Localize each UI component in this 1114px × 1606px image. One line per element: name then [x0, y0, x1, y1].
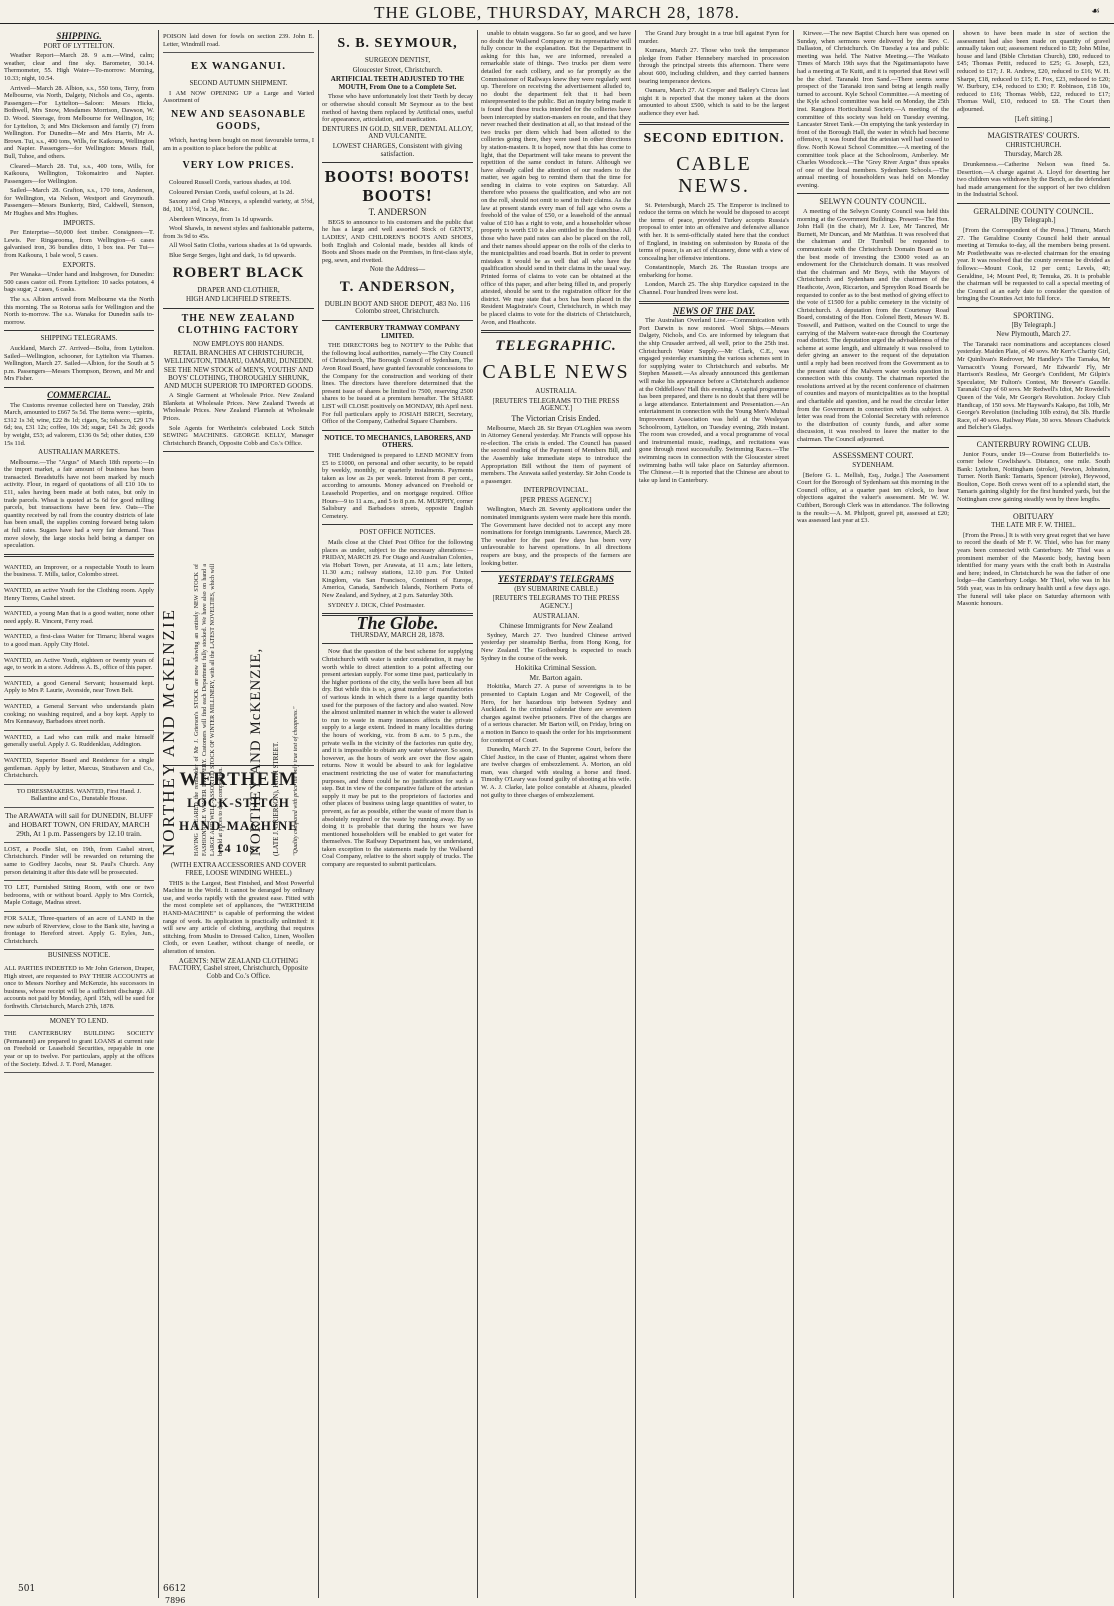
constantinople-text: Constantinople, March 26. The Russian troops are embarking for home. [639, 264, 789, 279]
northey-body: HAVING CLEARED the remainder of Mr J. Grierson's STOCK are now showing an entirely NEW STOCK of FASHIONABLE WINTER DRAPERY. Customers will find each Department fully stocked. We have also on hand a LARGE AND WELL-ASSORTED STOCK OF WINTER MILLINERY, with all the LATEST NOVELTIES, which will be sold at prices to defy competition. [194, 564, 224, 856]
sporting-heading: SPORTING. [1013, 311, 1054, 320]
leader-continued: unable to obtain waggons. So far so good, and we have no doubt the Wallsend Company or its representative will fully concur in the explanation. But the Department in asking for this has, we are informed, revealed a remarkable state of things. Two trucks per diem were detailed for each colliery, and so far promptly as the Commissioner of Railways knew they were regularly sent up. Therefore on receiving the advertisement alluded to, no doubt the department felt that it had been misrepresented to the public. But an inquiry being made it is found that these trucks intended for the collieries have been intercepted by station-masters en route, and that they never reached their destination at all, so that instead of the two trucks per diem which had been allotted to the collieries going there, they were used in other directions by station-masters. It is hoped, now that this has come to light, that the Department will take means to prevent the repetition of the same conduct in future. Although we have already called the attention of our readers to the matter, we again beg to remind them that the time for sending in claims to vote expires on Saturday. All therefore who possess the qualification, and who are not on the roll, should not omit to send in their claims. As the law at present stands every man of full age who owns a freehold of the value of £50, or a leasehold of the annual value of £10 has a right to vote, and a householder whose property is worth £10 is also entitled to the franchise. All those who have paid rates can also be placed on the roll, and their names should appear on the rolls of the clerks to the municipalities and road boards. But in order to prevent mistakes it would be as well that all who have the qualification should send in their claims in the usual way. Printed forms of claims to vote can be obtained at the office of this paper, and after being filled in, and properly attested, should be sent to the registration officer for the district. We may state that a box has been placed in the Resident Magistrate's Court, Christchurch, in which may be placed claims to vote for the districts of Christchurch, Avon, and Heathcote. [481, 30, 631, 326]
arrived-list: Arrived—March 28. Albion, s.s., 550 tons, Terry, from Melbourne, via North, Dalgety, Nichols and Co., agents. Passengers—For Lyttelton—Saloon: Messrs Hicks, Bothwell, Mrs Snow, Mesdames Morrison, Dawson, W. D. Wood. Steerage, from Melbourne for Wellington, 16; for Lyttelton, 3; and Mrs Dickenson and family (7) from Wellington. For Dunedin—Mr and Mrs Harris, Mr A. Brown. Tui, s.s., 400 tons, Wills, for Kaikoura, Wellington and Napier. Passengers—for Wellington: Messrs Hall, Bull, Tuhoe, and others. [4, 84, 154, 160]
cable-news-heading: CABLE NEWS [482, 361, 630, 384]
jury-text: The Grand Jury brought in a true bill against Fynn for murder. [639, 30, 789, 45]
machine-price: £4 10s. [217, 841, 260, 856]
column-2 [159, 30, 314, 1598]
opening-text: I AM NOW OPENING UP a Large and Varied Assortment of [163, 89, 314, 105]
draper-heading: DRAPER AND CLOTHIER, [197, 285, 280, 294]
kumara-text: Kumara, March 27. Those who took the temperance pledge from Father Hennebery marched in procession through the principal streets this afternoon. There were about 600, including children, and they carried banners bearing temperance devices. [639, 47, 789, 85]
classified-ad: WANTED, an Active Youth, eighteen or twenty years of age, to work in a store. Address A. B., office of this paper. [4, 654, 154, 677]
crisis-heading: The Victorian Crisis Ended. [511, 413, 601, 423]
mechanics-heading: NOTICE. TO MECHANICS, LABORERS, AND OTHERS. [324, 433, 471, 450]
classified-ad: WANTED, a first-class Waiter for Timaru; liberal wages to a good man. Apply City Hotel. [4, 630, 154, 653]
reuter-note: [REUTER'S TELEGRAMS TO THE PRESS AGENCY.] [492, 396, 620, 413]
yesterday-heading: YESTERDAY'S TELEGRAMS [498, 574, 614, 585]
rowing-body: Junior Fours, under 19—Course from Butterfield's to-corner below Cowlishaw's. Distance, one mile. South Bank: Lyttelton, Nottingham (stroke), Newton, Johnston, Turner. North Bank: Tamaris, Spencer (stroke), Heywood, Boulton, Cope. Both crews went off to a splendid start, the Tamaris gaining slightly for the first hundred yards, but the Nottingham crew gaining steadily won by three lengths. [957, 450, 1110, 504]
classified-ad: WANTED, a General Servant who understands plain cooking; no washing required, and a boy kept. Apply to Mrs Kennaway, Barbadoes street north. [4, 700, 154, 731]
interprovincial-heading: INTERPROVINCIAL. [523, 486, 589, 495]
sewing-agent-text: Sole Agents for Wertheim's celebrated Lock Stitch SEWING MACHINES. GEORGE KELLY, Manager Christchurch Branch, Opposite Cobb and Co.'s Office. [163, 424, 314, 447]
teeth-heading: ARTIFICIAL TEETH ADJUSTED TO THE MOUTH, From One to a Complete Set. [330, 75, 465, 91]
magistrates-body: Drunkenness.—Catherine Nelson was fined 5s. Desertion.—A charge against A. Lloyd for deserting her two children was withdrawn by the Bench, as the defendant had made arrangement for the support of her two children in the Industrial School. [957, 160, 1110, 199]
column-4 [481, 30, 631, 1598]
seasonable-heading: NEW AND SEASONABLE GOODS, [170, 108, 307, 132]
column-rule [793, 30, 794, 1598]
goods-item: Aberdeen Winceys, from 1s 1d upwards. [169, 215, 274, 223]
chinese-body: Sydney, March 27. Two hundred Chinese arrived yesterday per steamship Bertha, from Hong Kong, for New Zealand. The Gothenburg is expected to reach Sydney in the course of the week. [481, 631, 631, 662]
petersburg-text: St. Petersburgh, March 25. The Emperor is inclined to reduce the terms on which he would be disposed to accept the terms of peace, provided Turkey accepts Russia's proposal to enter into an offensive and defensive alliance with her. It is semi-officially stated here that the conduct of England, in insisting on submission by Russia of the terms of peace, is an act of chicanery, done with a view of concealing her offensive intentions. [639, 201, 789, 262]
column-3 [322, 30, 473, 1598]
geraldine-body: [From the Correspondent of the Press.] Timaru, March 27. The Geraldine County Council held their annual meeting at Temuka to-day, all the members being present. Mr Postlethwaite was re-elected chairman for the ensuing year. It was resolved that the county revenue be divided as follows:—Mount Cook, 12 per cent.; Levels, 40; Geraldine, 14; Mount Peel, 8; Temuka, 26. It is probable the chairman will be requested to call a special meeting of the Council at an early date to consider the question of bringing the Counties Act into full force. [957, 227, 1110, 303]
magistrates-heading: MAGISTRATES' COURTS. [987, 131, 1080, 141]
clothing-factory-heading: THE NEW ZEALAND CLOTHING FACTORY [177, 312, 300, 336]
classified-ad: WANTED, an active Youth for the Clothing room. Apply Henry Torres, Cashel street. [4, 584, 154, 607]
wanganui-heading: EX WANGANUI. [191, 60, 286, 73]
magistrates-date: Thursday, March 28. [1004, 150, 1063, 159]
newspaper-title: THE GLOBE, THURSDAY, MARCH 28, 1878. [374, 3, 740, 22]
telegraphic-heading: TELEGRAPHIC. [495, 338, 617, 355]
leader-article: Now that the question of the best scheme for supplying Christchurch with water is under consideration, it may be worth while to direct attention to a point affecting our present artesian supply. For some time past, particularly in the higher portions of the city, the wells have been all but dry. But while this is so, a great number of manufactories of various kinds in which there is a large quantity both used for the purposes of the factory and also wasted. Now the almost unlimited manner in which the water is allowed to run to waste in many instances affects the private supply to a large extent. Indeed in many localities during the hours of working, viz. from 8 a.m. to 5 p.m., the private wells in the vicinity of the factories run quite dry, and it is impossible to obtain any water whatever. So soon, however, as the hours of work are over the flow again returns. Now it would be absurd to ask for legislative enactment restricting the use of water for manufacturing purposes, and there could be no justification for such a step. But in view of the comparative failure of the artesian supply it may be put to the proprietors of factories and other places of business using large quantities of water, to prevent, as far as possible, either the waste of more than is absolutely required or the waste by running away. By so doing it is probable that during the hours we have mentioned householders will be enabled to get water for themselves. The Railway Department has, we understand, taken exception to the statements made by the Wallsend Coal Company, relative to the short supply of trucks. The company are requested to submit particulars. [322, 648, 473, 869]
classified-ad: WANTED, a young Man that is a good waiter, none other need apply. R. Vincent, Ferry road. [4, 607, 154, 630]
classified-ad: WANTED, Superior Board and Residence for a single gentleman. Apply by letter, Marcus, Strathaven and Co., Christchurch. [4, 754, 154, 785]
post-signature: SYDNEY J. DICK, Chief Postmaster. [328, 601, 425, 609]
left-sitting: [Left sitting.] [1014, 114, 1053, 123]
prices-note: Which, having been bought on most favourable terms, I am in a position to place before the public at [163, 136, 314, 152]
port-heading: PORT OF LYTTELTON. [43, 41, 115, 50]
boots-heading: BOOTS! BOOTS! BOOTS! [324, 167, 471, 206]
goods-item: All Wool Satin Cloths, various shades at 1s 6d upwards. [169, 242, 313, 250]
dunedin-body: Dunedin, March 27. In the Supreme Court, before the Chief Justice, in the case of Hunter, against whom there are twelve charges of embezzlement. A. Morton, an old man, was charged with stealing a horse and fined. Timothy O'Leary was found guilty of shooting at his wife. W. A. J. Clarke, late police constable at Ahaura, pleaded not guilty to three charges of embezzlement. [481, 746, 631, 799]
page-number-center: 6612 [163, 1584, 186, 1594]
column-7 [957, 30, 1110, 1598]
hokitika-heading: Hokitika Criminal Session. [515, 663, 597, 673]
commercial-text: The Customs revenue collected here on Tuesday, 26th March, amounted to £667 5s 5d. The items were:—spirits, £312 1s 3d; wine, £22 8s 1d; cigars, 5s; tobacco, £29 17s 6d; tea, £31 12s; coffee, 10s 3d; sugar, £41 3s 2d; goods by weight, £53; ad valorem, £136 0s 5d; other duties, £39 15s 11d. [4, 401, 154, 447]
seymour-address: Gloucester Street, Christchurch. [352, 65, 443, 74]
reuter-note-2: [REUTER'S TELEGRAMS TO THE PRESS AGENCY.] [492, 594, 620, 610]
shipping-telegrams: Auckland, March 27. Arrived—Bolta, from Lyttelton. Sailed—Wellington, schooner, for Lyttelton via Thames. Wellington, March 27. Sailed—Albion, for the South at 5 p.m. Passengers—Messrs Thompson, Brown, and Mr and Mrs Fisher. [4, 344, 154, 383]
for-sale-ad: FOR SALE, Three-quarters of an acre of LAND in the new suburb of Riverview, close to the Bank site, having a frontage to Hereford street. Apply G. Eyles, Jun., Christchurch. [4, 912, 154, 950]
post-body: Mails close at the Chief Post Office for the following places as under, subject to the necessary alterations:—FRIDAY, MARCH 29. For Otago and Australian Colonies, via Hobart Town, per Arawata, at 11 a.m.; late letters, 11.30 a.m.; railway stations, 12.10 p.m. For United Kingdom, via San Francisco, Continent of Europe, America, Canada, Sandwich Islands, Northern Ports of New Zealand, and Sydney, at 2 p.m. Saturday 30th. [322, 538, 473, 600]
geraldine-telegraph: [By Telegraph.] [1011, 216, 1056, 225]
shipping-telegrams-heading: SHIPPING TELEGRAMS. [40, 334, 118, 343]
mechanics-body: THE Undersigned is prepared to LEND MONEY from £5 to £1000, on personal and other security, to be repaid by weekly, monthly, or quarterly instalments. Payments taken as low as 2s per week. Interest from 8 per cent., according to amounts. Money advanced on Freehold or Leasehold Properties, and on mortgage required. Office Hours—9 to 11 a.m., and 5 to 8 p.m. M. MURPHY, corner Salisbury and Barbadoes streets, opposite English Cemetery. [322, 451, 473, 520]
lost-ad: LOST, a Poodle Slut, on 19th, from Cashel street, Christchurch. Finder will be rewarded on returning the same to Godfrey Jacobs, near St. Paul's Church. Any person detaining it after this date will be prosecuted. [4, 843, 154, 881]
obituary-sub: THE LATE MR F. W. THIEL. [991, 521, 1076, 530]
news-of-the-day: The Australian Overland Line.—Communication with Port Darwin is now restored. Wool Ships.—Messrs Dalgety, Nichols, and Co. are informed by telegram that the ship Crusader arrived, all well, prior to the 25th inst. Christchurch Water Supply.—Mr Clark, C.E., was engaged yesterday examining the various schemes sent in for supplying water to Christchurch and suburbs. Mr Stephen Massett.—As already announced this gentleman will make his appearance before a Christchurch audience at the Oddfellows' Hall this evening. A capital programme has been prepared, and there is no doubt that there will be a large attendance. Entertainment and Presentation.—An entertainment in connection with the Young Men's Mutual Improvement Association was held at the Wesleyan Schoolroom, Lyttelton, on Tuesday evening, 26th instant. The room was crowded, and a vocal programme of vocal and instrumental music, readings, and recitations was gone through most successfully. Swimming Races.—The swimming races in connection with the Gloucester street swimming baths will take place on Saturday afternoon. The Chinese.—It is reported that the Chinese are about to take up land in Canterbury. [639, 317, 789, 484]
northey-mckenzie-ad [159, 560, 314, 860]
quality-motto: "Quality compared with price the only true test of cheapness." [293, 706, 299, 856]
sporting-body: The Taranaki race nominations and acceptances closed yesterday. Maiden Plate, of 40 sovs. Mr Kerr's Charity Girl, Mr Quinlivan's Redrover, Mr Handley's The Tamaka, Mr Varnacott's Young Forward, Mr Edwards' Fly, Mr Harrison's Restless, Mr George's Confident, Mr Gilpin's Speculator, Mr Fulton's Contest, Mr Brewer's Gazelle. Taranaki Cup of 60 sovs. Mr Redwell's Idiot, Mr Rowdell's Queen of the Vale, Mr George's Revolution. Jockey Club Handicap, of 150 sovs. Mr Hayward's Kakapo, 8st 10lb, Mr George's Revolution (including 10lb extra), 8st 3lb. Hurdle Race, of 40 sovs. Railway Plate, 30 sovs. Messrs Chadwick and Belcher's Gladys. [957, 340, 1110, 432]
goods-item: Wool Shawls, in newest styles and fashionable patterns, from 3s 9d to 45s. [163, 225, 314, 240]
oamaru-text: Oamaru, March 27. At Cooper and Bailey's Circus last night it is reported that the money taken at the doors amounted to about £500, which is said to be the largest audience they ever had. [639, 87, 789, 117]
australia-heading: AUSTRALIA. [535, 387, 577, 396]
branches-text: RETAIL BRANCHES AT CHRISTCHURCH, WELLINGTON, TIMARU, OAMARU, DUNEDIN. [164, 349, 313, 365]
press-agency-note: [PER PRESS AGENCY.] [520, 495, 592, 504]
surgeon-heading: SURGEON DENTIST, [364, 56, 431, 64]
shipping-heading: SHIPPING. [56, 31, 102, 41]
column-rule [635, 30, 636, 1598]
dressmakers-ad: TO DRESSMAKERS. WANTED, First Hand. J. Ballantine and Co., Dunstable House. [4, 785, 154, 808]
dentures-text: DENTURES IN GOLD, SILVER, DENTAL ALLOY, AND VULCANITE. [322, 124, 473, 141]
commercial-heading: COMMERCIAL. [47, 389, 111, 400]
second-edition-heading: SECOND EDITION. [643, 130, 785, 146]
masthead [0, 0, 1114, 24]
page-number-right: 7896 [165, 1596, 186, 1605]
wertheim-body: THIS is the Largest, Best Finished, and Most Powerful Machine in the World. It cannot be deranged by ordinary use, and works rapidly with the greatest ease. Fitted with the most complete set of appliances, the "WERTHEIM HAND-MACHINE" is capable of performing the widest range of work. Its application is practically unlimited: it will sew any article of clothing, anything that requires stitching, from Muslin to Dressed Calico, Linen, Woollen Cloth, or even Leather, without change of needle, or alteration of tension. [163, 879, 314, 955]
corner-address: HIGH AND LICHFIELD STREETS. [186, 295, 291, 304]
crisis-body: Melbourne, March 28. Sir Bryan O'Loghlen was sworn in Attorney General yesterday. Mr Francis will oppose his re-election. The crisis is ended. The Council has passed the second reading of the Payment of Members Bill, and the Assembly take immediate steps to introduce the Appropriation Bill without the item of payment of members. The Arawata sailed yesterday. Sir John Coode is a passenger. [481, 424, 631, 485]
northey-title-left: NORTHEY AND McKENZIE [159, 608, 178, 856]
markets-heading: AUSTRALIAN MARKETS. [38, 448, 120, 457]
weather-report: Weather Report—March 28. 9 a.m.—Wind, calm; weather, clear and fine sky. Barometer, 30.14. Thermometer, 55. High Water—To-morrow: Morning, 10.33; night, 10.54. [4, 52, 154, 82]
exports-heading: EXPORTS. [62, 260, 96, 269]
barton-heading: Mr. Barton again. [529, 672, 583, 682]
anderson-heading: T. ANDERSON [368, 207, 427, 218]
london-text: London, March 25. The ship Eurydice capsized in the Channel. Four hundred lives were lost. [639, 281, 789, 297]
cable-news-heading-2: CABLE NEWS. [676, 152, 752, 197]
northey-title-right: NORTHEY AND McKENZIE, [248, 647, 264, 856]
assessment-body: [Before G. L. Mellish, Esq., Judge.] The Assessment Court for the Borough of Sydenham sat this morning in the Council office, at a quarter past ten o'clock, to hear objections against the valuer's assessment. Mr W. W. Cuthbert, Borough Clerk was in attendance. The following is the result:—A. M. Philpott, gravel pit, assessed at £20; was assessed last year at £3. [797, 471, 949, 525]
lock-stitch-heading: LOCK-STITCH [187, 795, 290, 811]
cover-note: (WITH EXTRA ACCESSORIES AND COVER FREE, LOOSE WINDING WHEEL.) [170, 861, 307, 877]
tramway-body: THE DIRECTORS beg to NOTIFY to the Public that the following local authorities, namely—The City Council of Christchurch, The Borough Council of Sydenham, The Avon Road Board, have granted favourable concessions to the Company for the construction and working of their lines. The directors have therefore determined that the present issue of shares be limited to 7500, reserving 2500 shares to be issued at a premium hereafter. The SHARE LIST will CLOSE positively on MONDAY, 8th April next. For full particulars apply to JOSIAH BIRCH, Secretary, Office of the Company, Cathedral Square Chambers. [322, 342, 473, 426]
ship-movements: The s.s. Albion arrived from Melbourne via the North this morning. The ss Rotorua sails for Wellington and the North to-morrow. The s.s. Wanaka for Dunedin sails to-morrow. [4, 296, 154, 326]
local-news: Kirwee.—The new Baptist Church here was opened on Sunday, when sermons were delivered by the Rev. C. Dallaston, of Christchurch. On Tuesday a tea and public meeting was held. The Native Meeting.—The Waikato Times of March 19th says that the Ngatimaniapoto have had a meeting at Te Kuiti, and it is reported that Rewi will be the chief. Taranaki Iron Sand.—There seems some prospect of the Taranaki iron sand being at length really turned to account. Kyle School Committee.—A meeting of the Kyle school committee was held on Monday, the 25th inst. Rangiora Horticultural Society.—A meeting of the committee of this society was held on Tuesday evening. Lancaster Street Tank.—On emptying the tank yesterday in front of the Borough Hall, the water in which had become offensive, it was found that the artesian well had ceased to flow. North Kowai School Committee.—A meeting of the committee took place at the Schoolroom, Amberley. Mr Charles Woodcock.—The "Grey River Argus" thus speaks of one of the local members. Sydenham Schools.—The annual meeting of householders was held on Monday evening. [797, 30, 949, 189]
corner-mark-icon: ☙ [1091, 6, 1100, 17]
column-5 [639, 30, 789, 1598]
business-notice-heading: BUSINESS NOTICE. [47, 951, 111, 960]
column-1 [4, 30, 154, 1598]
column-rule [953, 30, 954, 1598]
late-grierson: (LATE J. GRIERSON), HIGH STREET. [272, 741, 280, 856]
new-stock-text: SEE THE NEW STOCK of MEN'S, YOUTHS' AND BOYS' CLOTHING, THOROUGHLY SHRUNK, AND MUCH SUPERIOR TO IMPORTED GOODS. [163, 366, 314, 390]
assessment-continued: shown to have been made in size of section the assessment had also been made on quantity of gravel annually taken out; assessment reduced to £8; John Milne, house and land (Bible Christian Church), £80, reduced to £45; Thomas Pettit, reduced to £25; G. Joseph, £23, reduced to £17; J. R. Andrew, £20, reduced to £16; W. H. Sharpe, £18, reduced to £15; E. Fox, £23, reduced to £20; W. Burbury, £34, reduced to £30; F. Robinson, £18 10s, reduced to £16; Thomas Webb, £22, reduced to £17; Thomas Wall, £10, reduced to £8. The Court then adjourned. [957, 30, 1110, 113]
wertheim-heading: WERTHEIM [179, 769, 298, 791]
magistrates-sub: CHRISTCHURCH. [1005, 140, 1062, 149]
seymour-heading: S. B. SEYMOUR, [337, 36, 458, 51]
goods-item: Saxony and Crisp Winceys, a splendid variety, at 5½d, 8d, 10d, 11½d, 1s 3d, &c. [163, 198, 314, 213]
employs-text: NOW EMPLOYS 800 HANDS. [193, 339, 284, 348]
classified-ad: WANTED, an Improver, or a respectable Youth to learn the business. T. Mills, tailor, Colombo street. [4, 561, 154, 584]
post-heading: POST OFFICE NOTICES. [359, 528, 436, 537]
cleared-list: Cleared—March 28. Tui, s.s., 400 tons, Wills, for Kaikoura, Wellington, Tokomairiro and Napier. Passengers—for Wellington. [4, 162, 154, 185]
sporting-place: New Plymouth, March 27. [996, 330, 1071, 339]
imports-text: Per Enterprise—50,000 feet timber. Consignees—T. Lewis. Per Ringarooma, from Wellington—6 cases galvanised iron, 36 bundles ditto, 1 box tea. Per Tui—from Kaikoura, 1 bale wool, 5 cases. [4, 229, 154, 260]
obituary-heading: OBITUARY [1013, 511, 1054, 521]
money-heading: MONEY TO LEND. [49, 1016, 109, 1025]
blankets-text: A Single Garment at Wholesale Price. New Zealand Blankets at Wholesale Prices. New Zealand Tweeds at Wholesale Prices. New Zealand Flannels at Wholesale Prices. [163, 392, 314, 423]
hand-machine-heading: HAND-MACHINE [179, 818, 298, 834]
interprovincial-body: Wellington, March 28. Seventy applications under the nominated immigrants system were made here this month. The Government have decided not to accept any more nominations for foreign immigrants. Lawrence, March 28. The weather for the past few days has been very unfavourable to harvest operations. In all directions reapers are busy, and the prospects of the farmers are looking better. [481, 506, 631, 567]
column-rule [318, 30, 319, 1598]
anderson-name: T. ANDERSON, [339, 278, 456, 295]
sporting-telegraph: [By Telegraph.] [1011, 320, 1056, 329]
agents-text: AGENTS: NEW ZEALAND CLOTHING FACTORY, Cashel street, Christchurch, Opposite Cobb and Co.'s Office. [169, 956, 308, 980]
sailed-list: Sailed—March 28. Grafton, s.s., 170 tons, Anderson, for Wellington, via Nelson, Westport and Greymouth. Passengers—Messrs Bunkerty, Bird, Caldwell, Stenson, Mr Hughes and Mrs Hughes. [4, 187, 154, 218]
rowing-heading: CANTERBURY ROWING CLUB. [976, 439, 1091, 449]
selwyn-heading: SELWYN COUNTY COUNCIL. [819, 197, 927, 207]
goods-item: Coloured Russell Cords, various shades, at 10d. [169, 179, 292, 187]
column-rule [477, 30, 478, 1598]
imports-heading: IMPORTS. [63, 218, 95, 227]
address-note: Note the Address— [369, 265, 426, 274]
obituary-body: [From the Press.] It is with very great regret that we have to record the death of Mr F. W. Thiel, who has for many years been connected with Canterbury. Mr Thiel was a prominent member of the Masonic body, having been identified for many years with the craft both in Australia and here; indeed, in Christchurch he was the father of one lodge—the Canterbury Lodge. Mr Thiel, who was in his 56th year, was in his ordinary health until a few days ago. The funeral will take place on Saturday afternoon with Masonic honours. [957, 531, 1110, 608]
teeth-body: Those who have unfortunately lost their Teeth by decay or otherwise should consult Mr Seymour as to the best method of having them replaced by Artificial ones, useful for appearance, articulation, and mastication. [322, 93, 473, 124]
exports-text: Per Wanaka—Under hand and lnsbgrown, for Dunedin: 500 cases castor oil. From Lyttelton: 10 sacks potatoes, 4 bags sugar, 2 cases, 6 casks. [4, 271, 154, 294]
anderson-body: BEGS to announce to his customers and the public that he has a large and well assorted Stock of GENTS', LADIES', AND CHILDREN'S BOOTS AND SHOES, both English and Colonial made, besides all kinds of Boots and Shoes made on the Premises, in first-class style, peg, sewn, and rivetted. [322, 218, 473, 264]
classified-ad: WANTED, a Lad who can milk and make himself generally useful. Apply J. G. Ruddenklau, Addington. [4, 731, 154, 754]
news-of-the-day-heading: NEWS OF THE DAY. [672, 305, 756, 316]
tramway-heading: CANTERBURY TRAMWAY COMPANY LIMITED. [334, 324, 461, 340]
business-notice: ALL PARTIES INDEBTED to Mr John Grierson, Draper, High street, are requested to PAY THEIR ACCOUNTS at once to Messrs Northey and McKenzie, his successors in business, whose receipt will be a sufficient discharge. All accounts not paid by Monday, April 15th, will be sued for forthwith. Christchurch, March 27th, 1878. [4, 962, 154, 1016]
building-society-ad: THE CANTERBURY BUILDING SOCIETY (Permanent) are prepared to grant LOANS at current rate on Freehold or Leasehold Securities, repayable in one year or up to twelve. For particulars, apply at the offices of the Society. Edwd. J. T. Ford, Manager. [4, 1027, 154, 1073]
australian-heading: AUSTRALIAN. [532, 611, 580, 620]
arawata-ad: The ARAWATA will sail for DUNEDIN, BLUFF and HOBART TOWN, ON FRIDAY, MARCH 29th, At 1 p.m. Passengers by 12.10 train. [4, 808, 154, 843]
boot-depot: DUBLIN BOOT AND SHOE DEPOT, 483 No. 116 Colombo street, Christchurch. [324, 299, 471, 316]
submarine-note: (BY SUBMARINE CABLE.) [514, 584, 598, 593]
poison-notice: POISON laid down for fowls on section 239. John E. Letter, Windmill road. [163, 30, 314, 53]
chinese-heading: Chinese Immigrants for New Zealand [499, 621, 613, 631]
markets-text: Melbourne.—The "Argus" of March 18th reports:—In the import market, a fair amount of business has been transacted. Breadstuffs have not been marked by much activity. Flour, in regard of quotations of all £10 10s to £11, sales having been made at both rates, but only in trade parcels. Wheat is quoted at 5s 6d for good milling parcels, but transactions have been few. Oats—The quantity received by rail from the country districts of late has been small, the supplies coming forward being taken at full rates. Sugars have had a very fair demand. Teas move slowly, the large stocks held being a damper on speculation. [4, 458, 154, 550]
goods-item: Coloured Persian Cords, useful colours, at 1s 2d. [169, 188, 294, 196]
autumn-heading: SECOND AUTUMN SHIPMENT. [189, 79, 288, 88]
globe-masthead: The Globe. [356, 613, 439, 634]
classified-ad: WANTED, a good General Servant; housemaid kept. Apply to Mrs P. Laurie, Avonside, near Town Belt. [4, 677, 154, 700]
to-let-ad: TO LET, Furnished Sitting Room, with one or two bedrooms, with or without board. Apply to Mrs Corrick, Maple Cottage, Madras street. [4, 881, 154, 912]
robert-black-heading: ROBERT BLACK [172, 264, 305, 281]
globe-date: THURSDAY, MARCH 28, 1878. [350, 630, 445, 639]
selwyn-body: A meeting of the Selwyn County Council was held this morning at the Government Buildings. Present—The Hon. John Hall (in the chair), Mr J. Lee, Mr Tancred, Mr Burnett, Mr Duncan, and Mr Matthias. It was resolved that the chairman and Dr Turnbull be requested to communicate with the Christchurch Domain Board as to the best mode of investing the £3000 voted as an endowment for the Christchurch domain. It was resolved that the chairman and Mr Boys, with the Mayors of Christchurch and Sydenham and the chairmen of the Heathcote, Avon, Riccarton, and Spreydon Road Boards be requested to confer as to the best method of giving effect to the vote of £1500 for a public cemetery in the vicinity of Christchurch. A deputation from the Courtenay Road Board, consisting of the Hon. Colonel Brett, Messrs W. B. Tosswill, and Pattison, waited on the Council to urge the carrying of the Malvern water-race through the Courtenay road district. The deputation urged the advisableness of the scheme at some length, and ultimately it was resolved to defer giving an answer to the request of the deputation until a reply had been received from the Government as to the present state of the Malvern water works question in connection with this county. The chairman reported the resolutions arrived at by the recent conference of chairmen of counties and mayors of municipalities as to the hospital and charitable aid question, and he read the circular letter from the Government in connection with this subject. A letter was read from the Colonial Secretary with reference to the distribution of county funds, and after some discussion, it was resolved to leave the matter to the chairman. The Council adjourned. [797, 208, 949, 443]
assessment-heading: ASSESSMENT COURT. [832, 451, 914, 461]
geraldine-heading: GERALDINE COUNTY COUNCIL. [973, 206, 1094, 216]
assessment-sub: SYDENHAM. [852, 461, 894, 470]
column-6 [797, 30, 949, 1598]
lowest-charges: LOWEST CHARGES, Consistent with giving satisfaction. [332, 141, 463, 158]
goods-item: Blue Serge Serges, light and dark, 1s 6d upwards. [169, 251, 297, 259]
barton-body: Hokitika, March 27. A purse of sovereigns is to be presented to Captain Logan and Mr Cogswell, of the Hero, for her hazardous trip between Sydney and Auckland. In the criminal calendar there are seventeen charges against twelve prisoners. Five of the charges are of a serious character. Mr Barton will, on Friday, bring on a motion in Banco to quash the order for his imprisonment for contempt of Court. [481, 683, 631, 744]
low-prices-heading: VERY LOW PRICES. [182, 160, 295, 172]
page-number-left: 501 [18, 1584, 36, 1594]
